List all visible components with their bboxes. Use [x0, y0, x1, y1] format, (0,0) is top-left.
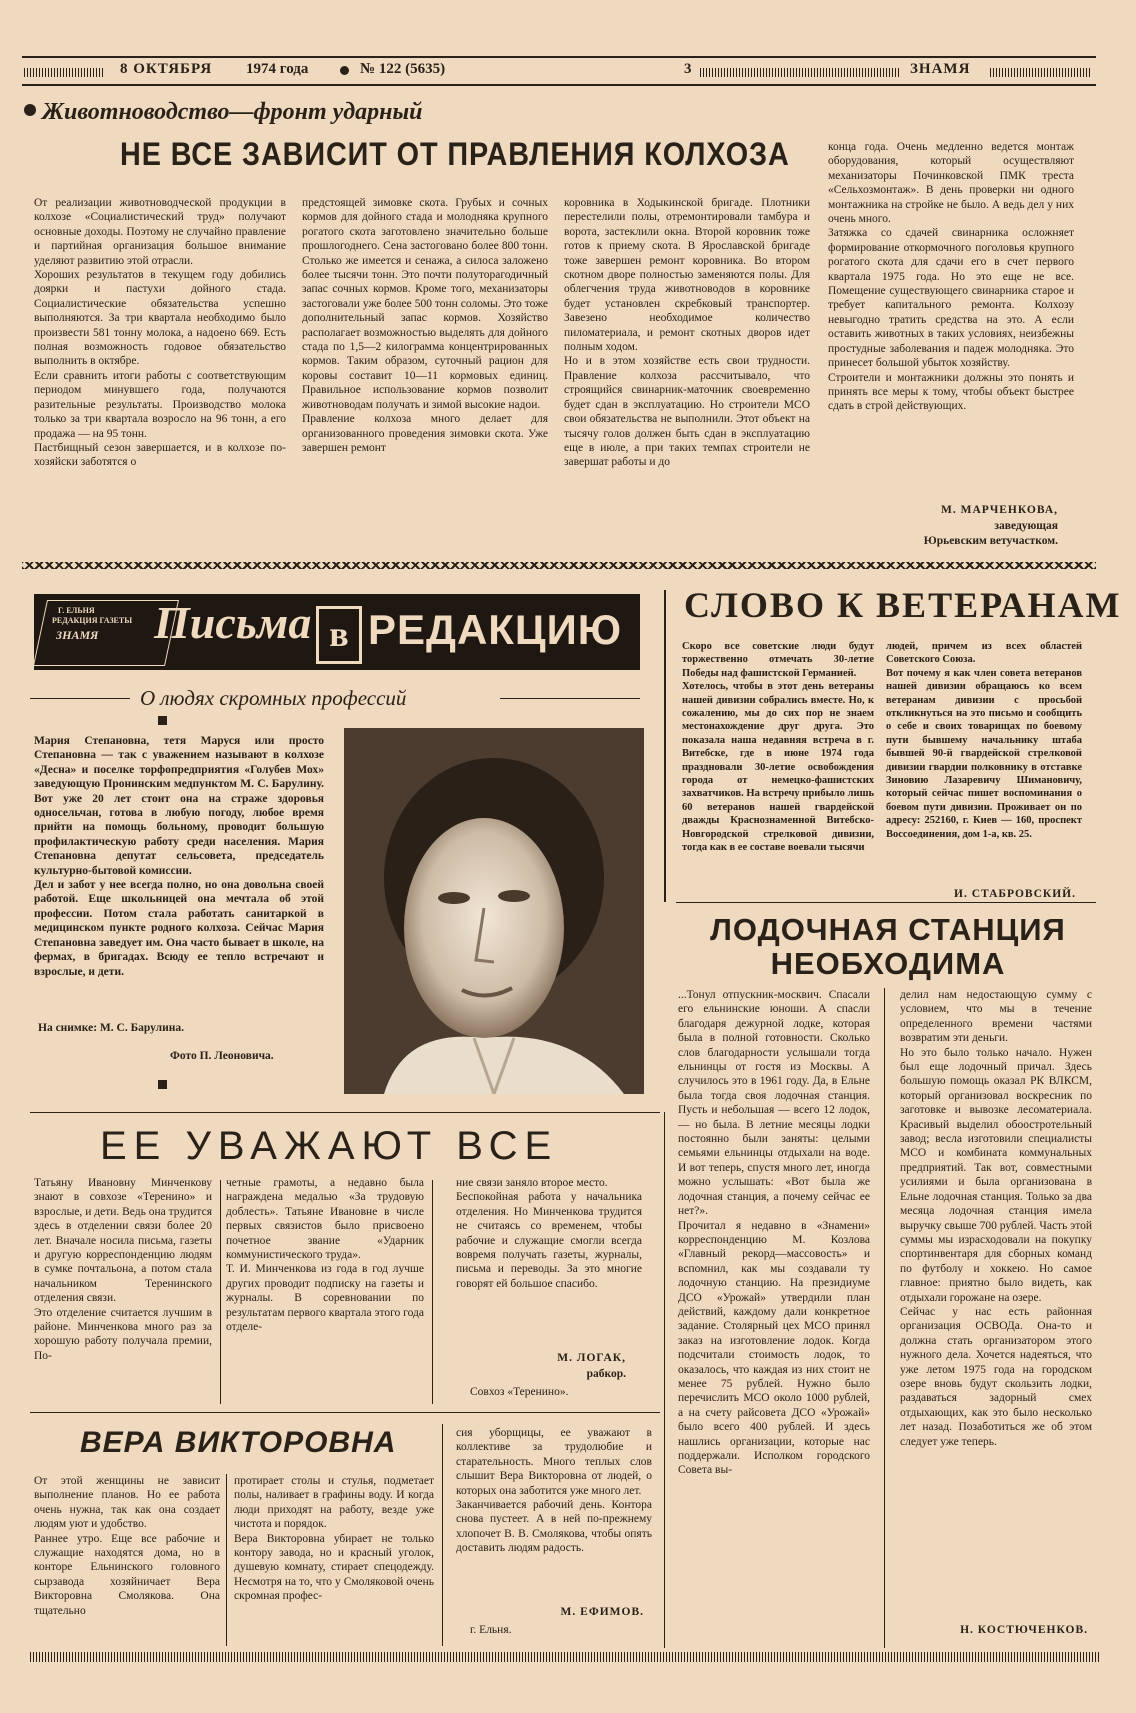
column-rule	[884, 988, 885, 1648]
masthead-hatch	[700, 68, 900, 77]
uvazhayut-signature-role: рабкор.	[586, 1368, 626, 1380]
article1-rubric: Животноводство—фронт ударный	[42, 99, 423, 125]
uvazhayut-signature: М. ЛОГАК,	[557, 1352, 626, 1364]
column-rule	[220, 1180, 221, 1404]
uvazhayut-column-2: четные грамоты, а недавно была награждена медалью «За трудовую доблесть». Татьяне Ивановне в числе первых связистов было присвоено почетное звание «Ударник коммунистического труда». Т. И. Минченкова из года в год лучше других проводит подписку на газеты и журналы. В соревновании по результатам первого квартала этого года отделе-	[226, 1177, 424, 1334]
boat-column-1: ...Тонул отпускник-москвич. Спасали его ельнинские юноши. А спасли благодаря дежурной лодке, которая была в полной готовности. Сколько слов благодарности услышали тогда ельнинцы от гостя из Москвы. А случилось это в 1961 году. Да, в Ельне была тогда своя лодочная станция. Пусть и небольшая — всего 12 лодок, — но была. В летние месяцы лодки постоянно были заняты: целыми семьями ельнинцы отдыхали на воде. И вот теперь, спустя много лет, иногда можно услышать: «Вот была же лодочная станция, а почему сейчас ее нет?». Прочитал я недавно в «Знамени» корреспонденцию М. Козлова «Главный рекорд—массовость» и вспомнил, как мы создавали ту лодочную станцию. На президиуме ДСО «Урожай» утвердили план действий, каждому дали конкретное задание. Столярный цех МСО принял заказ на изготовление лодок. Когда подсчитали стоимость лодок, то оказалось, что каждая из них стоит не менее 75 рублей. Нужно было перечислить МСО около 1000 рублей, а на счету райсовета ДСО «Урожай» было всего 400 рублей. И здесь нашлись организации, которые нас поддержали. Исполком городского Совета вы-	[678, 989, 870, 1477]
veterans-headline: СЛОВО К ВЕТЕРАНАМ	[684, 585, 1122, 625]
article1-headline: НЕ ВСЕ ЗАВИСИТ ОТ ПРАВЛЕНИЯ КОЛХОЗА	[120, 136, 790, 172]
column-rule	[664, 590, 666, 902]
section-rule	[676, 902, 1096, 903]
section-rule	[30, 1112, 660, 1113]
vera-column-2: протирает столы и стулья, подметает полы, наливает в графины воду. И когда люди приходят на работу, везде уже чистота и порядок. Вера Викторовна убирает не только контору завода, но и красный уголок, душевую комнату, стирает спецодежду. Несмотря на то, что у Смоляковой очень скромная профес-	[234, 1475, 434, 1603]
boat-headline-line2: НЕОБХОДИМА	[770, 946, 1006, 981]
masthead-page-number: 3	[684, 61, 692, 77]
square-bullet-icon	[158, 1080, 167, 1089]
subhead-line-left	[30, 698, 130, 699]
banner-stamp-editorial: РЕДАКЦИЯ ГАЗЕТЫ	[52, 616, 133, 625]
vera-place: г. Ельня.	[470, 1624, 512, 1636]
square-bullet-icon	[158, 716, 167, 725]
letters-banner	[34, 594, 640, 670]
photo-credit: Фото П. Леоновича.	[170, 1050, 274, 1062]
vera-headline: ВЕРА ВИКТОРОВНА	[80, 1426, 397, 1459]
letters-subhead: О людях скромных профессий	[140, 686, 407, 710]
masthead-bottom-rule	[22, 84, 1096, 86]
banner-word-in: в	[316, 606, 362, 664]
column-rule	[432, 1180, 433, 1404]
article1-signature: М. МАРЧЕНКОВА,	[941, 504, 1058, 516]
column-rule	[442, 1424, 443, 1646]
masthead-hatch	[24, 68, 104, 77]
article1-column-1: От реализации животноводческой продукции в колхозе «Социалистический труд» получают основные доходы. Поэтому не случайно правление и партийная организация большое внимание уделяют развитию этой отрасли. Хороших результатов в текущем году добились доярки и пастухи дойного стада. Социалистические обязательства успешно выполняются. За три квартала необходимо было произвести 581 тонну молока, а надоено 669. Есть полная возможность годовое обязательство выполнить в октябре. Если сравнить итоги работы с соответствующим периодом минувшего года, получаются разительные результаты. Производство молока только за три квартала возросло на 96 тонн, а его продажа — на 95 тонн. Пастбищный сезон завершается, и в колхозе по-хозяйски заботятся о	[34, 197, 286, 469]
boat-signature: Н. КОСТЮЧЕНКОВ.	[960, 1624, 1088, 1636]
banner-stamp-city: Г. ЕЛЬНЯ	[58, 606, 95, 615]
veterans-column-2: людей, причем из всех областей Советского Союза. Вот почему я как член совета ветеранов нашей дивизии обращаюсь ко всем ветеранам дивизии с просьбой откликнуться на это письмо и сообщить о себе и своих товарищах по боевому пути бывшему начальнику штаба бывшей 90-й гвардейской стрелковой дивизии гвардии полковнику в отставке Зиновию Лазаревичу Шимановичу, который сейчас пишет воспоминания о боевом пути дивизии. Проживает он по адресу: 252160, г. Киев — 160, проспект Воссоединения, дом 1-а, кв. 25.	[886, 641, 1082, 840]
masthead-hatch	[990, 68, 1090, 77]
photo-caption: На снимке: М. С. Барулина.	[38, 1022, 184, 1034]
subhead-line-right	[500, 698, 640, 699]
bullet-icon	[340, 66, 349, 75]
masthead-top-rule	[22, 56, 1096, 58]
rubric-dot-icon	[24, 104, 36, 116]
article1-signature-role: заведующая	[994, 520, 1058, 532]
uvazhayut-headline: ЕЕ УВАЖАЮТ ВСЕ	[100, 1124, 559, 1168]
column-rule	[664, 1112, 665, 1648]
section-rule	[30, 1412, 660, 1413]
article1-column-3: коровника в Ходыкинской бригаде. Плотники перестелили полы, отремонтировали тамбура и ворота, застеклили окна. Второй коровник тоже готов к приему скота. В Ярославской бригаде тоже завершен ремонт коровника. Во втором скотном дворе полностью заменяются полы. Для облегчения труда животноводов в коровнике будет установлен скребковый транспортер. Завезено необходимое количество пиломатериала, и ремонт скотных дворов идет полным ходом. Но и в этом хозяйстве есть свои трудности. Правление колхоза рассчитывало, что строящийся свинарник-маточник своевременно будет сдан в эксплуатацию. Но строители МСО свои обязательства не выполнили. Этот объект на тысячу голов должен быть сдан в эксплуатацию еще в июле, а при таких темпах строители не завершат работы и до	[564, 197, 810, 469]
letters-body: Мария Степановна, тетя Маруся или просто Степановна — так с уважением называют в колхозе «Десна» и поселке торфопредприятия «Голубев Мох» заведующую Пронинским медпунктом М. С. Барулину. Вот уже 20 лет стоит она на страже здоровья односельчан, готова в любую погоду, любое время прийти на помощь больному, проводит большую профилактическую работу среди населения. Мария Степановна депутат сельсовета, председатель культурно-бытовой комиссии. Дел и забот у нее всегда полно, но она довольна своей работой. Еще школьницей она мечтала об этой профессии. Потом стала работать санитаркой в медицинском пункте родного колхоза. Сейчас Мария Степановна заведует им. Она часто бывает в школе, на фермах, в бригадах. Всюду ее тепло встречают и взрослые, и дети.	[34, 735, 324, 978]
masthead-paper-name: ЗНАМЯ	[910, 61, 971, 77]
boat-column-2: делил нам недостающую сумму с условием, что мы в течение определенного времени частями возвратим эти деньги. Но это было только начало. Нужен был еще лодочный причал. Здесь большую помощь оказал РК ВЛКСМ, который организовал воскресник по заготовке и вывозке лесоматериала. Красивый выделил обоостротельный завод; весла изготовили специалисты МСО и комбината коммунальных предприятий. Так вот, совместными усилиями и была организована в Ельне лодочная станция. Только за два месяца лодочная станция имела выручку свыше 700 рублей. Часть этой суммы мы израсходовали на покупку спортинвентаря для сборных команд по футболу и хоккею. Но самое главное: приятно было видеть, как отдыхали горожане на озере. Сейчас у нас есть районная организация ОСВОДа. Она-то и должна стать организатором этого нужного дела. Хочется надеяться, что уже летом 1975 года на городском озере вновь будут скользить лодки, раздаваться задорный смех отдыхающих, как это было несколько лет назад. Позаботиться же об этом следует уже теперь.	[900, 989, 1092, 1448]
article1-column-4: конца года. Очень медленно ведется монтаж оборудования, который осуществляют механизаторы Починковской ПМК треста «Сельхозмонтаж». В день проверки ни одного монтажника на стройке не было. А ведь дел у них очень много. Затяжка со сдачей свинарника осложняет формирование откормочного поголовья крупного рогатого скота для сдачи его в счет первого квартала 1975 года. Но это еще не все. Помещение существующего свинарника старое и требует капитального ремонта. Колхозу невыгодно тратить средства на это. А если оставить животных в таких условиях, неизбежны простудные заболевания и падеж молодняка. Это принесет большой убыток хозяйству. Строители и монтажники должны это понять и принять все меры к тому, чтобы объект быстрее сдать в строй действующих.	[828, 141, 1074, 413]
article1-column-2: предстоящей зимовке скота. Грубых и сочных кормов для дойного стада и молодняка крупного рогатого скота заготовлено значительно больше прошлогоднего. Сена застоговано более 800 тонн. Столько же имеется и сенажа, а силоса заложено более тысячи тонн. Это почти полуторагодичный запас сочных кормов. Кроме того, механизаторы застоговали уже более 500 тонн соломы. Это тоже дополнительный запас кормов. Хозяйство располагает возможностью выделять для дойного стада по 1,5—2 килограмма концентрированных кормов. Таким образом, суточный рацион для коровы составит 10—11 кормовых единиц. Правильное использование кормов позволит животноводам получать и зимой высокие надои. Правление колхоза много делает для организованного проведения зимовки скота. Уже завершен ремонт	[302, 197, 548, 454]
veterans-signature: И. СТАБРОВСКИЙ.	[954, 888, 1076, 900]
veterans-column-1: Скоро все советские люди будут торжественно отмечать 30-летие Победы над фашистской Германией. Хотелось, чтобы в этот день ветераны нашей дивизии собрались вместе. Но, к сожалению, мы до сих пор не знаем местонахождение друг друга. Это показала наша недавняя встреча в г. Витебске, где в июне 1974 года праздновали 30-летие освобождения города от немецко-фашистских захватчиков. На встречу прибыло лишь 60 ветеранов нашей гвардейской дважды Краснознаменной Витебско-Новгородской стрелковой дивизии, тогда как в ее составе воевали тысячи	[682, 641, 874, 854]
masthead-issue: № 122 (5635)	[360, 61, 446, 77]
masthead-date: 8 ОКТЯБРЯ	[120, 61, 213, 77]
bottom-hatch-border	[30, 1652, 1100, 1662]
banner-stamp-paper: ЗНАМЯ	[56, 628, 99, 642]
column-rule	[226, 1474, 227, 1646]
uvazhayut-place: Совхоз «Теренино».	[470, 1386, 569, 1398]
banner-word: РЕДАКЦИЮ	[368, 606, 623, 653]
uvazhayut-column-3: ние связи заняло второе место. Беспокойная работа у начальника отделения. Но Минченкова трудится не считаясь со временем, чтобы рабочие и служащие смогли всегда вовремя получать газеты, журналы, письма и переводы. За это многие говорят ей большое спасибо.	[456, 1177, 642, 1290]
section-divider	[22, 562, 1096, 569]
article1-signature-place: Юрьевским ветучастком.	[923, 535, 1058, 547]
uvazhayut-column-1: Татьяну Ивановну Минченкову знают в совхозе «Теренино» и взрослые, и дети. Ведь она трудится здесь в отделении связи более 20 лет. Вначале носила письма, газеты и другую корреспонденцию людям в сумке почтальона, а потом стала начальником Теренинского отделения связи. Это отделение считается лучшим в районе. Минченкова много раз за хорошую работу получала премии, По-	[34, 1177, 212, 1362]
vera-column-3: сия уборщицы, ее уважают в коллективе за трудолюбие и старательность. Много теплых слов слышит Вера Викторовна от людей, о которых она заботится уже много лет. Заканчивается рабочий день. Контора снова пустеет. А в ней по-прежнему хлопочет В. В. Смолякова, чтобы опять доставить людям радость.	[456, 1427, 652, 1555]
boat-headline-line1: ЛОДОЧНАЯ СТАНЦИЯ	[710, 912, 1066, 947]
vera-signature: М. ЕФИМОВ.	[560, 1606, 644, 1618]
banner-script-word: Письма	[154, 597, 312, 648]
vera-column-1: От этой женщины не зависит выполнение планов. Но ее работа очень нужна, так как она создает людям уют и удобство. Раннее утро. Еще все рабочие и служащие находятся дома, но в конторе Ельнинского головного сырзавода хозяйничает Вера Викторовна Смолякова. Она тщательно	[34, 1475, 220, 1617]
portrait-photo	[344, 728, 644, 1094]
masthead-year: 1974 года	[246, 61, 309, 77]
